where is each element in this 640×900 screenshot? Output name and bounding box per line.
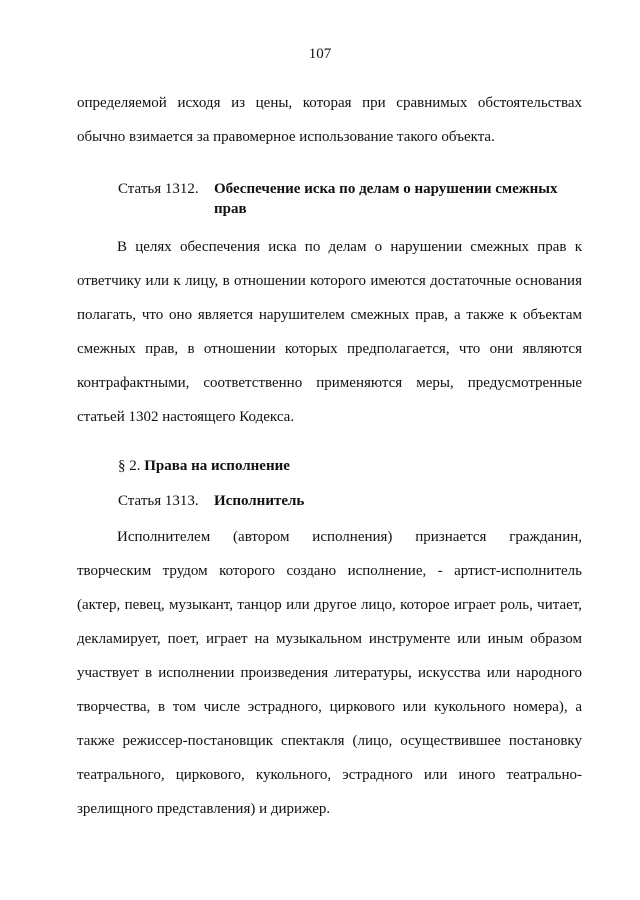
article-1312-title: Обеспечение иска по делам о нарушении смежных прав	[214, 181, 558, 217]
page-number: 107	[308, 46, 332, 62]
intro-paragraph: определяемой исходя из цены, которая при сравнимых обстоятельствах обычно взимается за правомерное использование такого объекта.	[77, 95, 582, 145]
article-1313-heading	[118, 491, 588, 511]
article-1312-heading	[118, 179, 588, 219]
article-1313-body: Исполнителем (автором исполнения) признается гражданин, творческим трудом которого создано исполнение, - артист-исполнитель (актер, певец, музыкант, танцор или другое лицо, которое играет роль, читает, декламирует, поет, играет на музыкальном инструменте или иным образом участвует в исполнении произведения литературы, искусства или народного творчества, в том числе эстрадного, циркового или кукольного номера), а также режиссер-постановщик спектакля (лицо, осуществившее постановку театрального, циркового, кукольного, эстрадного или иного театрально-зрелищного представления) и дирижер.	[77, 529, 582, 817]
section-2-number: § 2.	[118, 458, 141, 474]
article-1313-title: Исполнитель	[214, 493, 305, 509]
article-1313-number: Статья 1313.	[118, 493, 199, 509]
section-2-title: Права на исполнение	[144, 458, 290, 474]
section-2-heading	[118, 456, 290, 476]
article-1312-body: В целях обеспечения иска по делам о нарушении смежных прав к ответчику или к лицу, в отношении которого имеются достаточные основания полагать, что оно является нарушителем смежных прав, а также к объектам смежных прав, в отношении которых предполагается, что они являются контрафактными, соответственно применяются меры, предусмотренные статьей 1302 настоящего Кодекса.	[77, 239, 582, 425]
article-1312-number: Статья 1312.	[118, 181, 199, 197]
